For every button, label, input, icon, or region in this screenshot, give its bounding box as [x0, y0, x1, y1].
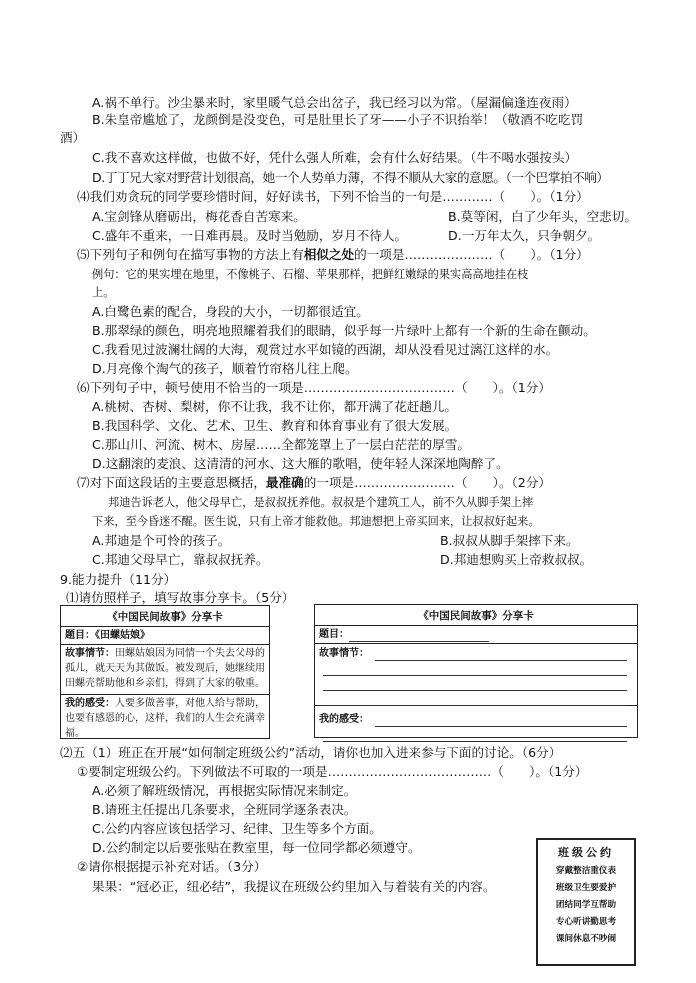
section-9-part1: ⑴请仿照样子，填写故事分享卡。（5分）: [66, 590, 295, 605]
share-card-plot-field[interactable]: 故事情节：: [315, 644, 637, 706]
q7-option-d: D.邦迪想购买上帝救叔叔。: [440, 552, 593, 567]
q5-example-line1: 例句：它的果实埋在地里，不像桃子、石榴、苹果那样，把鲜红嫩绿的果实高高地挂在枝: [92, 268, 529, 281]
class-rule: 穿戴整洁重仪表: [555, 866, 617, 876]
q7-option-c: C.邦迪父母早亡，靠叔叔抚养。: [92, 552, 269, 567]
q3-option-c: C.我不喜欢这样做，也做不好，凭什么强人所难，会有什么好结果。（牛不喝水强按头）: [92, 150, 578, 165]
q2-option-b: B.请班主任提出几条要求，全班同学逐条表决。: [92, 802, 357, 817]
q6-option-d: D.这翻滚的麦浪、这清清的河水、这大雁的歌唱，使年轻人深深地陶醉了。: [92, 456, 509, 471]
class-rules-title: 班级公约: [558, 846, 614, 859]
share-card-feeling-field[interactable]: 我的感受：: [315, 706, 637, 743]
q5-option-a: A.白鹭色素的配合，身段的大小，一切都很适宜。: [92, 304, 369, 319]
q7-passage-line2: 下来，至今昏迷不醒。医生说，只有上帝才能救他。邦迪想把上帝买回来，让叔叔好起来。: [92, 515, 540, 528]
q2-option-d: D.公约制定以后要张贴在教室里，每一位同学都必须遵守。: [92, 840, 421, 855]
class-rule: 班级卫生要爱护: [555, 883, 617, 893]
q7-option-b: B.叔叔从脚手架摔下来。: [440, 533, 579, 548]
q5-option-c: C.我看见过波澜壮阔的大海，观赏过水平如镜的西湖，却从没看见过漓江这样的水。: [92, 342, 559, 357]
q6-option-a: A.桃树、杏树、梨树，你不让我，我不让你，都开满了花赶趟儿。: [92, 399, 458, 414]
q6-option-b: B.我国科学、文化、艺术、卫生、教育和体育事业有了很大发展。: [92, 418, 458, 433]
q6-stem: ⑹下列句子中，顿号使用不恰当的一项是………………………………（ ）。（1分）: [77, 380, 551, 395]
q5-example-line2: 上。: [92, 286, 115, 299]
share-card-feeling: 我的感受：人要多做善事，对他人给与帮助，也要有感恩的心，这样，我们的人生会充满幸福。: [65, 698, 265, 739]
class-rule: 课间休息不吵闹: [555, 934, 617, 944]
q4-option-b: B.莫等闲，白了少年头，空悲切。: [448, 209, 637, 224]
share-card-title: 《中国民间故事》分享卡: [315, 605, 637, 626]
guoguo-dialogue: 果果：“冠必正，纽必结”，我提议在班级公约里加入与着装有关的内容。: [92, 879, 496, 894]
q5-stem: ⑸下列句子和例句在描写事物的方法上有相似之处的一项是…………………（ ）。（1分）: [77, 247, 589, 262]
q4-stem: ⑷我们劝贪玩的同学要珍惜时间，好好读书，下列不恰当的一句是…………（ ）。（1分）: [77, 189, 589, 204]
q4-option-d: D.一万年太久，只争朝夕。: [448, 228, 601, 243]
q3-option-b-line2: 酒）: [60, 130, 86, 145]
share-card-name: 题目：《田螺姑娘》: [61, 627, 269, 645]
share-card-example: [60, 605, 270, 739]
q2-sub1-stem: ①要制定班级公约。下列做法不可取的一项是…………………………………（ ）。（1分）: [77, 764, 588, 779]
section-9-title: 9.能力提升（11分）: [60, 572, 177, 587]
q2-sub2-stem: ②请你根据提示补充对话。（3分）: [77, 859, 267, 874]
q7-stem: ⑺对下面这段话的主要意思概括，最准确的一项是……………………（ ）。（2分）: [77, 475, 551, 490]
class-rule: 团结同学互帮助: [555, 900, 617, 910]
class-rule: 专心听讲勤思考: [555, 917, 617, 927]
q2-option-a: A.必须了解班级情况，再根据实际情况来制定。: [92, 783, 357, 798]
q3-option-a: A.祸不单行。沙尘暴来时，家里暖气总会出岔子，我已经习以为常。（屋漏偏逢连夜雨）: [92, 95, 577, 110]
q3-option-b-line1: B.朱皇帝尴尬了，龙颜倒是没变色，可是肚里长了牙——小子不识抬举！（敬酒不吃吃罚: [92, 112, 584, 127]
q3-option-d: D.丁丁兄大家对野营计划很高，她一个人势单力薄，不得不顺从大家的意愿。（一个巴掌拍不响）: [92, 170, 609, 185]
q5-option-d: D.月亮像个淘气的孩子，顺着竹帘格儿往上爬。: [92, 361, 358, 376]
q4-option-c: C.盛年不重来，一日难再晨。及时当勉励，岁月不待人。: [92, 228, 408, 243]
q7-passage-line1: 邦迪告诉老人，他父母早亡，是叔叔抚养他。叔叔是个建筑工人，前不久从脚手架上摔: [108, 496, 534, 509]
share-card-name-field[interactable]: 题目：: [315, 626, 637, 644]
section-9-part2: ⑵五（1）班正在开展“如何制定班级公约”活动，请你也加入进来参与下面的讨论。（6分）: [60, 745, 562, 760]
q2-option-c: C.公约内容应该包括学习、纪律、卫生等多个方面。: [92, 821, 382, 836]
q7-option-a: A.邦迪是个可怜的孩子。: [92, 533, 231, 548]
share-card-plot: 故事情节：田螺姑娘因为同情一个失去父母的孤儿，就天天为其做饭。被发现后，她继续用田螺壳帮助他和乡亲们，得到了大家的敬重。: [61, 645, 269, 695]
class-rules-box: [536, 838, 636, 966]
q5-option-b: B.那翠绿的颜色，明亮地照耀着我们的眼睛，似乎每一片绿叶上都有一个新的生命在颤动。: [92, 323, 596, 338]
q6-option-c: C.那山川、河流、树木、房屋……全都笼罩上了一层白茫茫的厚雪。: [92, 437, 471, 452]
share-card-blank: [314, 604, 638, 738]
share-card-title: 《中国民间故事》分享卡: [61, 606, 269, 627]
q4-option-a: A.宝剑锋从磨砺出，梅花香自苦寒来。: [92, 209, 306, 224]
